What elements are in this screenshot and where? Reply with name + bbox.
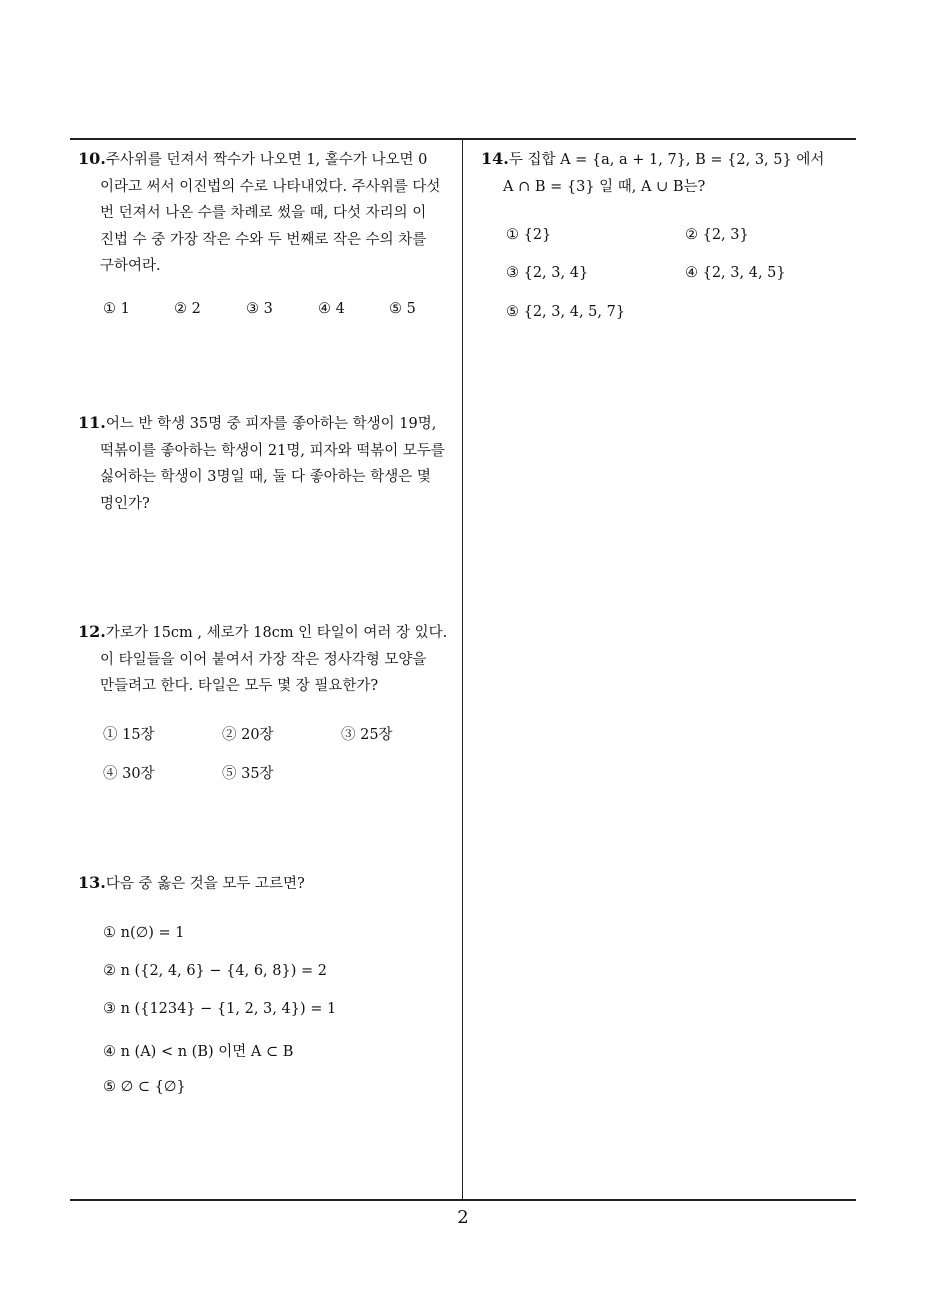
question-12 [78,619,458,700]
question-10 [78,146,458,280]
question-text: 이 타일들을 이어 붙여서 가장 작은 정사각형 모양을 [100,651,427,668]
question-text: 구하여라. [100,258,161,274]
choice-4[interactable]: ④ 30장 [103,766,155,782]
choice-3[interactable]: ③ n ({1234} − {1, 2, 3, 4}) = 1 [103,1001,337,1017]
question-number: 13. [78,873,106,892]
question-number: 14. [481,149,509,168]
choice-3[interactable]: ③ 25장 [341,727,393,743]
question-text: 떡볶이를 좋아하는 학생이 21명, 피자와 떡볶이 모두를 [100,442,445,459]
question-text: 진법 수 중 가장 작은 수와 두 번째로 작은 수의 차를 [100,231,427,248]
choice-1[interactable]: ① 1 [103,301,130,317]
question-11 [78,410,458,517]
question-text: 다음 중 옳은 것을 모두 고르면? [105,876,305,892]
choice-1[interactable]: ① n(∅) = 1 [103,925,185,941]
choice-5[interactable]: ⑤ ∅ ⊂ {∅} [103,1079,186,1095]
question-number: 12. [78,622,106,641]
question-13 [78,870,458,898]
question-text: 어느 반 학생 35명 중 피자를 좋아하는 학생이 19명, [105,416,437,432]
question-text: 만들려고 한다. 타일은 모두 몇 장 필요한가? [100,678,379,694]
question-number: 11. [78,413,106,432]
bottom-rule [70,1199,856,1201]
question-14 [481,146,861,200]
question-text: 주사위를 던져서 짝수가 나오면 1, 홀수가 나오면 0 [105,152,428,168]
choice-2[interactable]: ② n ({2, 4, 6} − {4, 6, 8}) = 2 [103,963,327,979]
question-text: 이라고 써서 이진법의 수로 나타내었다. 주사위를 다섯 [100,178,441,195]
choice-3[interactable]: ③ 3 [246,301,273,317]
choice-3[interactable]: ③ {2, 3, 4} [506,265,589,281]
choice-1[interactable]: ① {2} [506,227,552,243]
question-text: 번 던져서 나온 수를 차례로 썼을 때, 다섯 자리의 이 [100,205,427,221]
choice-5[interactable]: ⑤ 5 [389,301,416,317]
choice-4[interactable]: ④ n (A) < n (B) 이면 A ⊂ B [103,1044,294,1060]
choice-1[interactable]: ① 15장 [103,727,155,743]
question-text: A ∩ B = {3} 일 때, A ∪ B는? [503,178,706,195]
question-text: 명인가? [100,495,150,512]
choice-2[interactable]: ② 2 [174,301,201,317]
choice-4[interactable]: ④ {2, 3, 4, 5} [685,265,786,281]
choice-2[interactable]: ② 20장 [222,727,274,743]
question-text: 싫어하는 학생이 3명일 때, 둘 다 좋아하는 학생은 몇 [100,469,431,485]
choice-5[interactable]: ⑤ {2, 3, 4, 5, 7} [506,304,626,320]
choice-2[interactable]: ② {2, 3} [685,227,749,243]
question-number: 10. [78,149,106,168]
question-text: 가로가 15cm , 세로가 18cm 인 타일이 여러 장 있다. [105,625,448,641]
page-number: 2 [457,1207,469,1228]
column-divider [462,139,463,1200]
choice-5[interactable]: ⑤ 35장 [222,766,274,782]
question-text: 두 집합 A = {a, a + 1, 7}, B = {2, 3, 5} 에서 [508,152,825,168]
choice-4[interactable]: ④ 4 [318,301,345,317]
